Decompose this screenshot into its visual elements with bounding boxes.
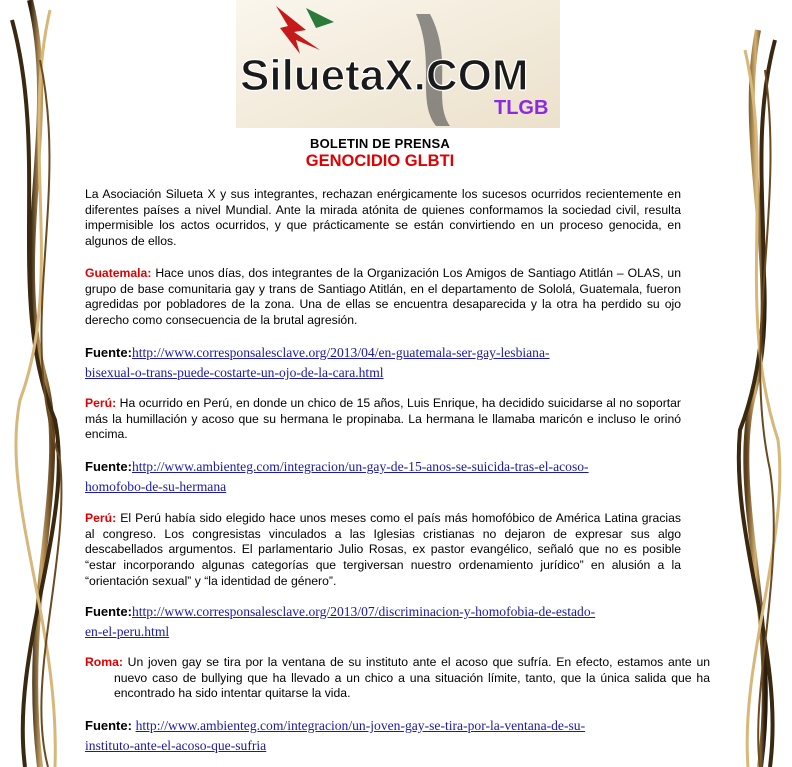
news-text: Un joven gay se tira por la ventana de su instituto ante el acoso que sufría. En efecto, estamos ante un nuevo caso de bullying que ha llevado a un chico a una situación límite, tanto, que la única salida que ha encontrado ha sido intentar quitarse la vida. bbox=[114, 655, 710, 701]
intro-paragraph: La Asociación Silueta X y sus integrantes, rechazan enérgicamente los sucesos ocurridos recientemente en diferentes países a nivel Mundial. Ante la mirada atónita de quienes conformamos la sociedad civil, resulta impermisible los actos ocurridos, y que prácticamente se están convirtiendo en un proceso genocida, en algunos de ellos. bbox=[85, 187, 681, 249]
country-label: Perú: bbox=[85, 511, 117, 525]
logo-sub-text: TLGB bbox=[494, 97, 549, 119]
source-peru-1 bbox=[85, 457, 695, 497]
source-link[interactable]: http://www.ambienteg.com/integracion/un-gay-de-15-anos-se-suicida-tras-el-acoso- homofobo-de-su-hermana bbox=[85, 459, 589, 494]
source-guatemala bbox=[85, 343, 695, 383]
source-peru-2 bbox=[85, 602, 695, 642]
source-label: Fuente: bbox=[85, 604, 132, 619]
source-link[interactable]: http://www.corresponsalesclave.org/2013/07/discriminacion-y-homofobia-de-estado- en-el-peru.html bbox=[85, 604, 596, 639]
source-link[interactable]: http://www.corresponsalesclave.org/2013/04/en-guatemala-ser-gay-lesbiana- bisexual-o-trans-puede-costarte-un-ojo-de-la-cara.html bbox=[85, 345, 550, 380]
country-label: Guatemala: bbox=[85, 266, 152, 280]
siluetax-logo bbox=[236, 0, 560, 128]
source-label: Fuente: bbox=[85, 718, 136, 733]
news-text: Hace unos días, dos integrantes de la Organización Los Amigos de Santiago Atitlán – OLAS, un grupo de base comunitaria gay y trans de Santiago Atitlán, en el departamento de Sololá, Guatemala, fueron agredidas por pobladores de la zona. Una de ellas se encuentra desaparecida y la otra ha perdido su ojo derecho como consecuencia de la brutal agresión. bbox=[85, 266, 681, 328]
right-decorative-border bbox=[730, 0, 792, 767]
news-text: Ha ocurrido en Perú, en donde un chico de 15 años, Luis Enrique, ha decidido suicidarse al no soportar más la humillación y acoso que su hermana le propinaba. La hermana le llamaba maricón e incluso le orinó encima. bbox=[85, 396, 681, 442]
country-label: Perú: bbox=[85, 396, 117, 410]
news-item-peru-2 bbox=[85, 511, 681, 590]
left-decorative-border bbox=[0, 0, 80, 767]
source-label: Fuente: bbox=[85, 459, 132, 474]
source-roma bbox=[85, 716, 695, 756]
source-link[interactable]: http://www.ambienteg.com/integracion/un-joven-gay-se-tira-por-la-ventana-de-su- instituto-ante-el-acoso-que-sufria bbox=[85, 718, 586, 753]
press-release-label: BOLETIN DE PRENSA bbox=[310, 136, 450, 151]
news-item-guatemala bbox=[85, 266, 681, 329]
source-label: Fuente: bbox=[85, 345, 132, 360]
logo-brand-text: SiluetaX.COM bbox=[240, 51, 529, 100]
country-label: Roma: bbox=[85, 655, 123, 669]
news-text: El Perú había sido elegido hace unos meses como el país más homofóbico de América Latina gracias al congreso. Los congresistas vinculados a las Iglesias cristianas no dejaron de expresar sus algo descabellados argumentos. El parlamentario Julio Rosas, ex pastor evangélico, señaló que no es posible “estar incorporando algunas categorías que tergiversan nuestro ordenamiento jurídico” en alusión a la “orientación sexual” y “la identidad de género”. bbox=[85, 511, 681, 588]
page-title: GENOCIDIO GLBTI bbox=[305, 152, 455, 170]
news-item-peru-1 bbox=[85, 396, 681, 443]
news-item-roma bbox=[85, 655, 710, 702]
